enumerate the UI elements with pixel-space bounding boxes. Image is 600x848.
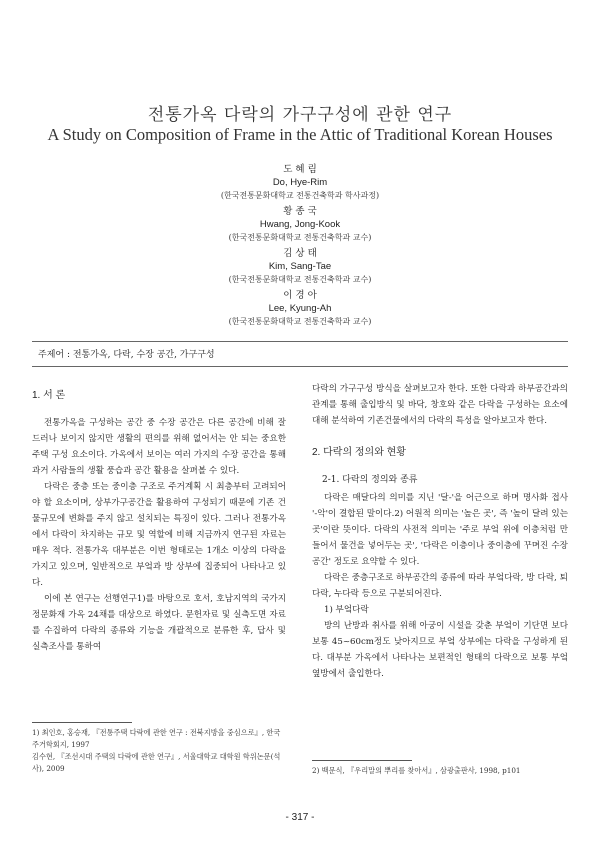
section-heading-introduction: 1. 서 론 (32, 390, 66, 401)
body-paragraph: 이에 본 연구는 선행연구1)를 바탕으로 호서, 호남지역의 국가지정문화재 가옥 24채를 대상으로 하였다. 문헌자료 및 실측도면 자료를 수집하여 다락의 종류와 기능을 개괄적으로 분류한 후, 답사 및 실측조사를 통하여 (32, 594, 286, 652)
author-block (0, 205, 600, 244)
footnote-divider (32, 722, 132, 723)
author-name-english: Lee, Kyung-Ah (268, 303, 332, 314)
right-column (312, 381, 568, 682)
author-name-korean: 이 경 아 (283, 290, 317, 301)
author-name-english: Do, Hye-Rim (272, 177, 328, 188)
left-column (32, 388, 286, 655)
body-paragraph: 전통가옥을 구성하는 공간 중 수장 공간은 다른 공간에 비해 잘 드러나 보이지 않지만 생활의 편의를 위해 없어서는 안 되는 중요한 주택 구성 요소이다. 가옥에서 보이는 여러 가지의 수장 공간을 통해 과거 사람들의 생활 풍습과 공간 활용을 살펴볼 수 있다. (32, 418, 286, 476)
author-affiliation: (한국전통문화대학교 전통건축학과 교수) (228, 317, 372, 326)
paper-title-english: A Study on Composition of Frame in the Attic of Traditional Korean Houses (47, 125, 553, 144)
body-paragraph: 방의 난방과 취사를 위해 아궁이 시설을 갖춘 부엌이 기단면 보다 보통 45~60cm정도 낮아지므로 부엌 상부에는 다락을 구성하게 된다. 대부분 가옥에서 나타나는 보편적인 형태의 다락으로 보통 부엌 옆방에서 출입한다. (312, 621, 568, 679)
page-number: - 317 - (285, 812, 315, 823)
author-name-english: Kim, Sang-Tae (268, 261, 332, 272)
body-paragraph: 다락의 가구구성 방식을 살펴보고자 한다. 또한 다락과 하부공간과의 관계를 통해 출입방식 및 바닥, 창호와 같은 다락을 구성하는 요소에 대해 분석하여 기존건물에서의 다락의 특성을 알아보고자 한다. (312, 384, 568, 426)
section-heading-definition: 2. 다락의 정의와 현황 (312, 447, 406, 458)
footnote-item: 2) 백문식, 『우리말의 뿌리를 찾아서』, 삼광출판사, 1998, p101 (312, 766, 521, 775)
author-block (0, 163, 600, 202)
author-name-korean: 황 종 국 (283, 206, 317, 217)
author-affiliation: (한국전통문화대학교 전통건축학과 교수) (228, 233, 372, 242)
author-name-korean: 도 혜 림 (283, 164, 317, 175)
body-paragraph: 다락은 중층 또는 중이층 구조로 주거계획 시 최층부터 고려되어야 할 요소이며, 상부가구공간을 활용하여 구성되기 때문에 기존 건물규모에 변화를 주지 않고 설치되는 특징이 있다. 그러나 전통가옥에서 다락이 차지하는 규모 및 역할에 비해 지금까지 연구된 자료는 매우 적다. 전통가옥 대부분은 이번 형태로는 1개소 이상의 다락을 가지고 있으며, 일반적으로 부엌과 방 상부에 집중되어 나타나고 있다. (32, 482, 286, 588)
footnotes-right (312, 765, 568, 777)
author-name-english: Hwang, Jong-Kook (259, 219, 341, 230)
list-heading: 1) 부엌다락 (324, 605, 369, 615)
author-block (0, 247, 600, 286)
author-name-korean: 김 상 태 (283, 248, 317, 259)
body-paragraph: 다락은 중층구조로 하부공간의 종류에 따라 부엌다락, 방 다락, 퇴다락, 누다락 등으로 구분되어진다. (312, 573, 568, 599)
footnote-item: 김수현, 『조선시대 주택의 다락에 관한 연구』, 서울대학교 대학원 학위논문(석사), 2009 (32, 752, 281, 773)
footnotes-left (32, 727, 286, 775)
author-affiliation: (한국전통문화대학교 전통건축학과 학사과정) (220, 191, 380, 200)
author-affiliation: (한국전통문화대학교 전통건축학과 교수) (228, 275, 372, 284)
paper-title-korean: 전통가옥 다락의 가구구성에 관한 연구 (147, 105, 453, 125)
footnote-divider (312, 760, 412, 761)
footnote-item: 1) 최인호, 홍승재, 『전통주택 다락에 관한 연구 : 전북지방을 중심으로』, 한국주거학회지, 1997 (32, 728, 281, 749)
keywords-bar: 주제어 : 전통가옥, 다락, 수장 공간, 가구구성 (32, 341, 568, 367)
subsection-heading: 2-1. 다락의 정의와 종류 (322, 475, 418, 485)
body-paragraph: 다락은 매달다의 의미를 지닌 '달-'을 어근으로 하며 명사화 접사 '-악'이 결합된 말이다.2) 어원적 의미는 '높은 곳', 즉 '높이 달려 있는 곳'이란 뜻이다. 다락의 사전적 의미는 '주로 부엌 위에 이층처럼 만들어서 물건을 넣어두는 곳', '다락은 이층이나 중이층에 꾸며진 수장 공간' 정도로 요약할 수 있다. (312, 493, 568, 567)
author-block (0, 289, 600, 328)
author-list (0, 163, 600, 331)
